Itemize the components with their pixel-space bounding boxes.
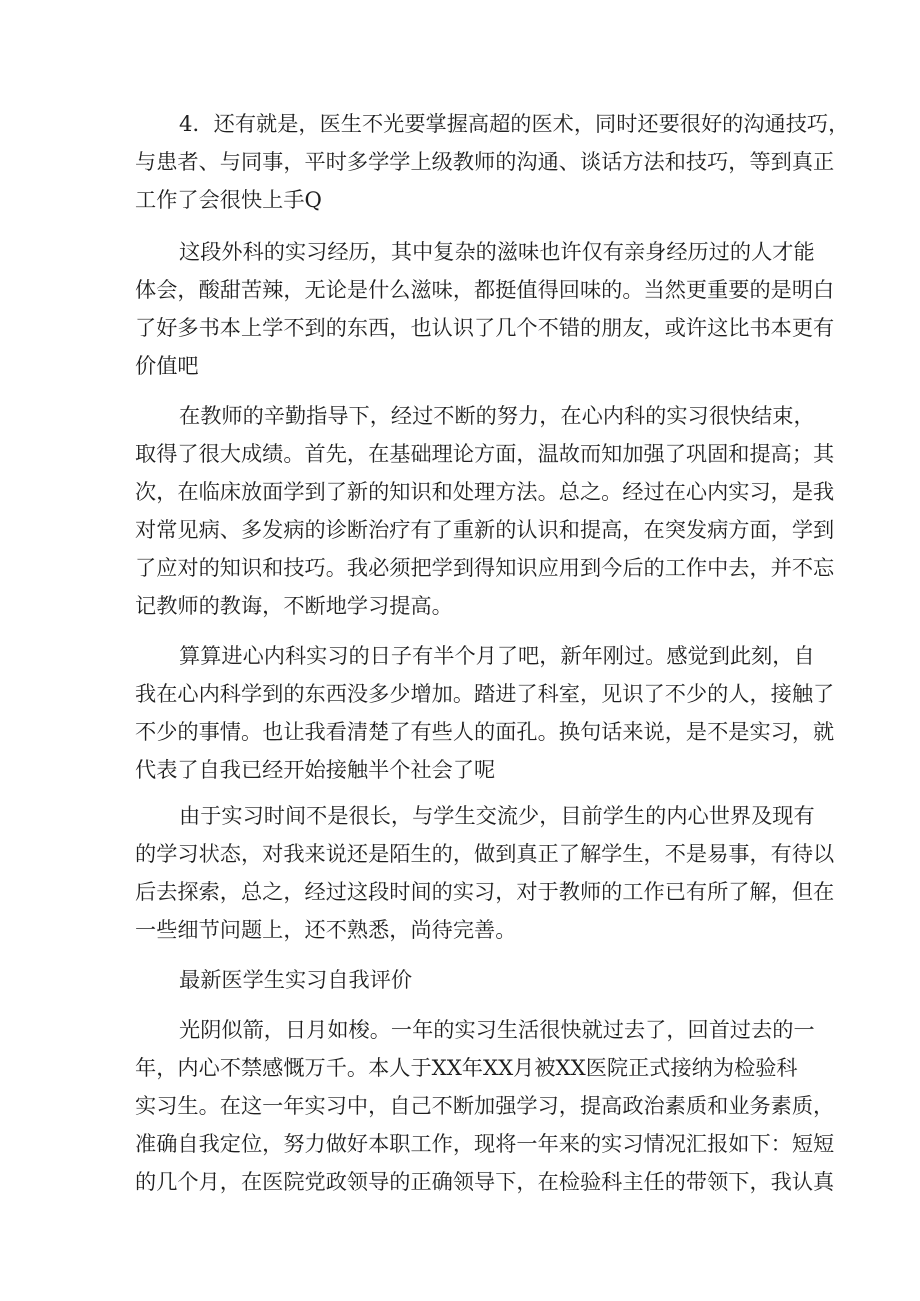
paragraph-2-line-3: 了好多书本上学不到的东西，也认识了几个不错的朋友，或许这比书本更有 — [135, 315, 835, 340]
paragraph-6-line-3: 实习生。在这一年实习中，自己不断加强学习，提高政治素质和业务素质， — [135, 1093, 835, 1118]
paragraph-5-line-1: 由于实习时间不是很长，与学生交流少，目前学生的内心世界及现有 — [179, 803, 815, 828]
paragraph-2-line-4: 价值吧 — [135, 353, 199, 378]
paragraph-1-line-2: 与患者、与同事，平时多学学上级教师的沟通、谈话方法和技巧，等到真正 — [135, 149, 835, 174]
paragraph-6-line-5: 的几个月，在医院党政领导的正确领导下，在检验科主任的带领下，我认真 — [135, 1169, 835, 1194]
paragraph-3-line-6: 记教师的教诲，不断地学习提高。 — [135, 593, 453, 618]
paragraph-4-line-1: 算算进心内科实习的日子有半个月了吧，新年刚过。感觉到此刻，自 — [179, 643, 815, 668]
paragraph-1-line-1: 4．还有就是，医生不光要掌握高超的医术，同时还要很好的沟通技巧， — [179, 111, 850, 136]
paragraph-4-line-2: 我在心内科学到的东西没多少增加。踏进了科室，见识了不少的人，接触了 — [135, 681, 835, 706]
paragraph-6-line-2: 年，内心不禁感慨万千。本人于XX年XX月被XX医院正式接纳为检验科 — [135, 1055, 798, 1080]
paragraph-6-line-4: 准确自我定位，努力做好本职工作，现将一年来的实习情况汇报如下：短短 — [135, 1131, 835, 1156]
paragraph-5-line-3: 后去探索，总之，经过这段时间的实习，对于教师的工作已有所了解，但在 — [135, 879, 835, 904]
paragraph-4-line-4: 代表了自我已经开始接触半个社会了呢 — [135, 757, 496, 782]
section-heading: 最新医学生实习自我评价 — [179, 967, 413, 992]
paragraph-2-line-1: 这段外科的实习经历，其中复杂的滋味也许仅有亲身经历过的人才能 — [179, 239, 815, 264]
paragraph-6-line-1: 光阴似箭，日月如梭。一年的实习生活很快就过去了，回首过去的一 — [179, 1017, 815, 1042]
paragraph-5-line-2: 的学习状态，对我来说还是陌生的，做到真正了解学生，不是易事，有待以 — [135, 841, 835, 866]
paragraph-5-line-4: 一些细节问题上，还不熟悉，尚待完善。 — [135, 917, 517, 942]
paragraph-4-line-3: 不少的事情。也让我看清楚了有些人的面孔。换句话来说，是不是实习，就 — [135, 719, 835, 744]
paragraph-3-line-3: 次，在临床放面学到了新的知识和处理方法。总之。经过在心内实习，是我 — [135, 479, 835, 504]
paragraph-2-line-2: 体会，酸甜苦辣，无论是什么滋味，都挺值得回味的。当然更重要的是明白 — [135, 277, 835, 302]
paragraph-3-line-1: 在教师的辛勤指导下，经过不断的努力，在心内科的实习很快结束， — [179, 403, 815, 428]
paragraph-1-line-3: 工作了会很快上手Q — [135, 187, 322, 212]
paragraph-3-line-5: 了应对的知识和技巧。我必须把学到得知识应用到今后的工作中去，并不忘 — [135, 555, 835, 580]
paragraph-3-line-2: 取得了很大成绩。首先，在基础理论方面，温故而知加强了巩固和提高；其 — [135, 441, 835, 466]
paragraph-3-line-4: 对常见病、多发病的诊断治疗有了重新的认识和提高，在突发病方面，学到 — [135, 517, 835, 542]
